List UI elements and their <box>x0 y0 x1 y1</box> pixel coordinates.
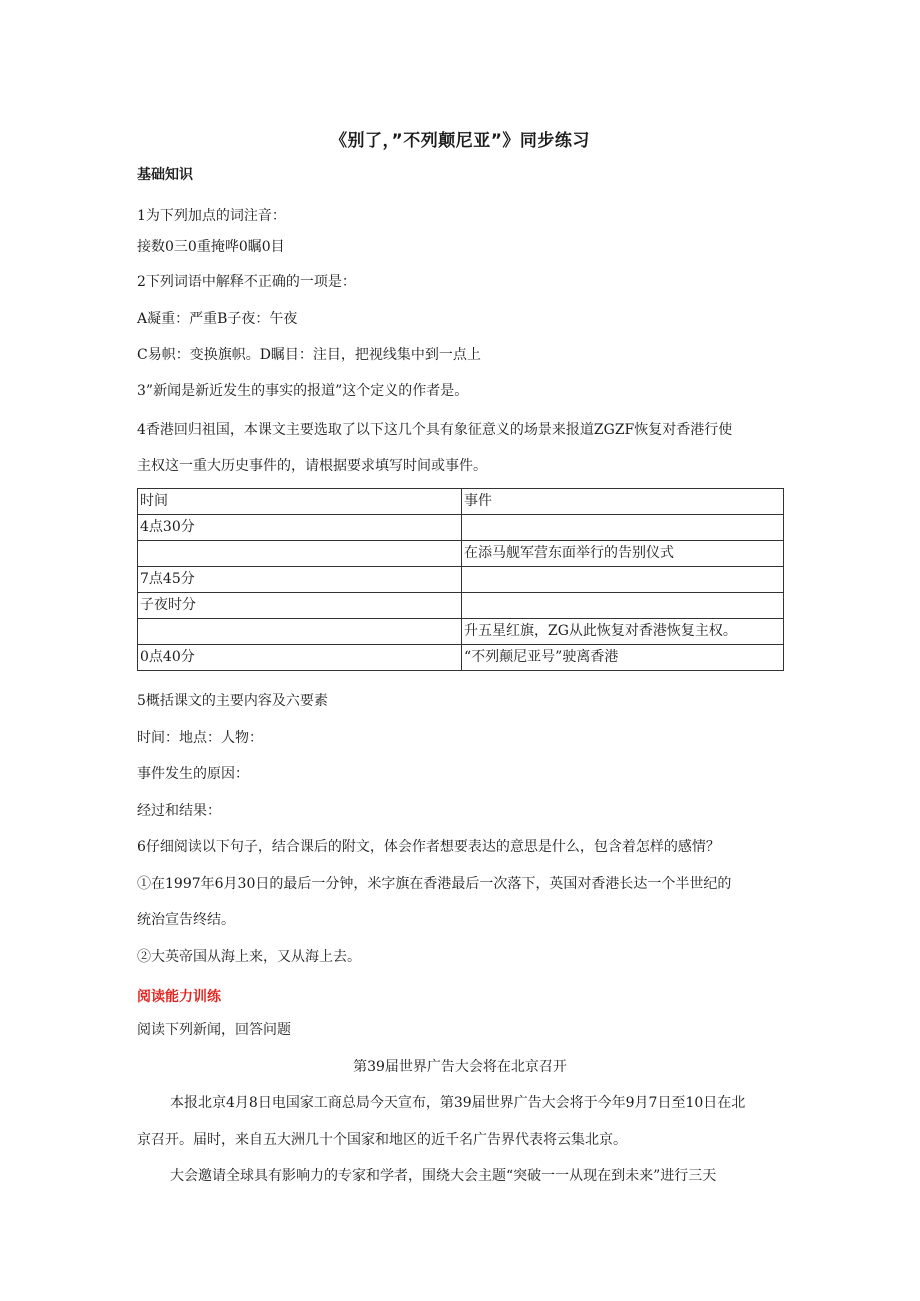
table-cell-time: 7点45分 <box>138 567 462 593</box>
table-header-event: 事件 <box>462 489 784 515</box>
time-event-table <box>137 488 784 671</box>
question-2-option-ab: A凝重：严重B子夜：午夜 <box>137 311 298 327</box>
question-5-cause: 事件发生的原因： <box>137 766 249 782</box>
table-row <box>138 515 784 541</box>
table-cell-time: 0点40分 <box>138 645 462 671</box>
question-2-option-cd: C易帜：变换旗帜。D瞩目：注目，把视线集中到一点上 <box>137 347 481 363</box>
table-cell-time <box>138 541 462 567</box>
question-1: 1为下列加点的词注音： <box>137 208 286 224</box>
table-header-row <box>138 489 784 515</box>
question-1-words: 接数0三0重掩哗0瞩0目 <box>137 239 285 255</box>
question-4-line-1: 4香港回归祖国，本课文主要选取了以下这几个具有象征意义的场景来报道ZGZF恢复对香港行使 <box>137 422 733 438</box>
section-heading-reading-training: 阅读能力训练 <box>137 989 221 1005</box>
table-cell-time: 子夜时分 <box>138 593 462 619</box>
table-cell-event <box>462 567 784 593</box>
table-row <box>138 645 784 671</box>
table-row <box>138 619 784 645</box>
news-paragraph-2-line-1: 大会邀请全球具有影响力的专家和学者，围绕大会主题“突破一一从现在到未来”进行三天 <box>170 1168 717 1184</box>
question-5: 5概括课文的主要内容及六要素 <box>137 693 328 709</box>
news-paragraph-1-line-2: 京召开。届时，来自五大洲几十个国家和地区的近千名广告界代表将云集北京。 <box>137 1132 627 1148</box>
table-cell-event <box>462 593 784 619</box>
table-cell-event: 升五星红旗，ZG从此恢复对香港恢复主权。 <box>462 619 784 645</box>
question-4-line-2: 主权这一重大历史事件的，请根据要求填写时间或事件。 <box>137 458 487 474</box>
section-heading-basic-knowledge: 基础知识 <box>137 167 193 183</box>
table-cell-event: 在添马舰军营东面举行的告别仪式 <box>462 541 784 567</box>
table-row <box>138 567 784 593</box>
question-6-sentence-1-line-1: ①在1997年6月30日的最后一分钟，米字旗在香港最后一次落下，英国对香港长达一个半世纪的 <box>137 876 732 892</box>
table-cell-time: 4点30分 <box>138 515 462 541</box>
news-paragraph-1-line-1: 本报北京4月8日电国家工商总局今天宣布，第39届世界广告大会将于今年9月7日至10日在北 <box>170 1095 746 1111</box>
question-6-sentence-1-line-2: 统治宣告终结。 <box>137 912 235 928</box>
question-2: 2下列词语中解释不正确的一项是： <box>137 274 356 290</box>
question-5-process-result: 经过和结果： <box>137 803 221 819</box>
table-cell-event: “不列颠尼亚号”驶离香港 <box>462 645 784 671</box>
table-row <box>138 541 784 567</box>
question-3: 3”新闻是新近发生的事实的报道”这个定义的作者是。 <box>137 383 469 399</box>
table-cell-event <box>462 515 784 541</box>
table-cell-time <box>138 619 462 645</box>
reading-intro: 阅读下列新闻，回答问题 <box>137 1022 291 1038</box>
question-6: 6仔细阅读以下句子，结合课后的附文，体会作者想要表达的意思是什么，包含着怎样的感情？ <box>137 839 720 855</box>
question-5-time-place-people: 时间：地点：人物： <box>137 730 263 746</box>
table-row <box>138 593 784 619</box>
question-6-sentence-2: ②大英帝国从海上来，又从海上去。 <box>137 949 361 965</box>
news-title: 第39届世界广告大会将在北京召开 <box>353 1059 567 1075</box>
document-title: 《别了，”不列颠尼亚”》同步练习 <box>330 131 590 151</box>
table-header-time: 时间 <box>138 489 462 515</box>
